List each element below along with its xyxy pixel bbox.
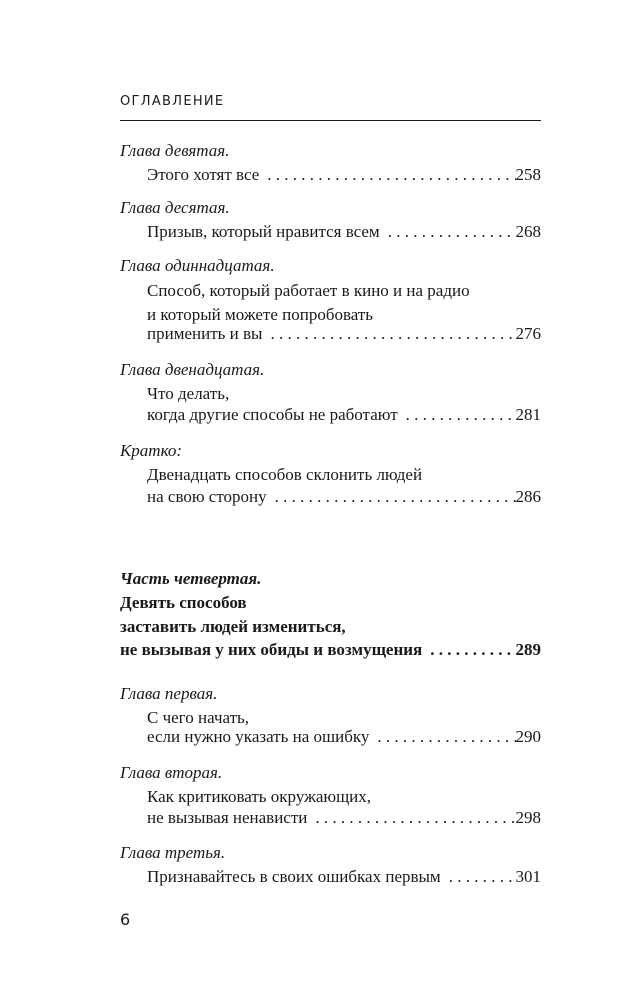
leader-dots [369, 724, 515, 750]
header-rule [120, 120, 541, 121]
chapter-title-text: на свою сторону [147, 487, 267, 506]
page-number: 258 [515, 165, 541, 184]
chapter-title-text: Способ, который работает в кино и на радио [147, 281, 470, 300]
leader-dots [422, 637, 515, 663]
chapter-title-text: Что делать, [147, 384, 230, 403]
leader-dots [398, 402, 516, 428]
chapter-title-text: С чего начать, [147, 708, 250, 727]
page-number: 298 [515, 808, 541, 827]
chapter-title-line [147, 402, 541, 428]
part-label: Часть четвертая. [120, 569, 262, 588]
chapter-label: Глава одиннадцатая. [120, 256, 275, 275]
page-folio: 6 [120, 910, 131, 929]
chapter-title-text: применить и вы [147, 324, 263, 343]
chapter-title-text: Как критиковать окружающих, [147, 787, 372, 806]
chapter-title-text: если нужно указать на ошибку [147, 727, 370, 746]
leader-dots [441, 864, 516, 890]
chapter-title-text: и который можете попробовать [147, 305, 374, 324]
chapter-title-line [147, 219, 541, 245]
page-number: 289 [515, 640, 541, 659]
page-number: 276 [515, 324, 541, 343]
chapter-label: Глава первая. [120, 684, 218, 703]
part-title-text: не вызывая у них обиды и возмущения [120, 640, 423, 659]
chapter-label: Глава девятая. [120, 141, 230, 160]
page-number: 286 [515, 487, 541, 506]
chapter-title-text: Двенадцать способов склонить людей [147, 465, 423, 484]
page-number: 268 [515, 222, 541, 241]
chapter-title-line [147, 864, 541, 890]
chapter-label: Глава вторая. [120, 763, 223, 782]
chapter-title-text: Призыв, который нравится всем [147, 222, 380, 241]
leader-dots [259, 162, 515, 188]
part-title-line [120, 637, 541, 663]
chapter-title-text: не вызывая ненависти [147, 808, 308, 827]
page-number: 301 [515, 867, 541, 886]
page-number: 281 [515, 405, 541, 424]
page-number: 290 [515, 727, 541, 746]
chapter-title-line [147, 805, 541, 831]
chapter-label: Глава двенадцатая. [120, 360, 265, 379]
chapter-title-line [147, 484, 541, 510]
leader-dots [307, 805, 515, 831]
chapter-label: Кратко: [120, 441, 183, 460]
leader-dots [267, 484, 516, 510]
chapter-title-text: когда другие способы не работают [147, 405, 398, 424]
chapter-label: Глава третья. [120, 843, 226, 862]
chapter-title-line [147, 724, 541, 750]
chapter-title-text: Этого хотят все [147, 165, 260, 184]
part-title-text: Девять способов [120, 593, 247, 612]
running-header: ОГЛАВЛЕНИЕ [120, 94, 225, 109]
chapter-title-text: Признавайтесь в своих ошибках первым [147, 867, 441, 886]
chapter-label: Глава десятая. [120, 198, 230, 217]
part-title-text: заставить людей измениться, [120, 617, 346, 636]
leader-dots [262, 321, 515, 347]
chapter-title-line [147, 321, 541, 347]
leader-dots [380, 219, 516, 245]
chapter-title-line [147, 162, 541, 188]
